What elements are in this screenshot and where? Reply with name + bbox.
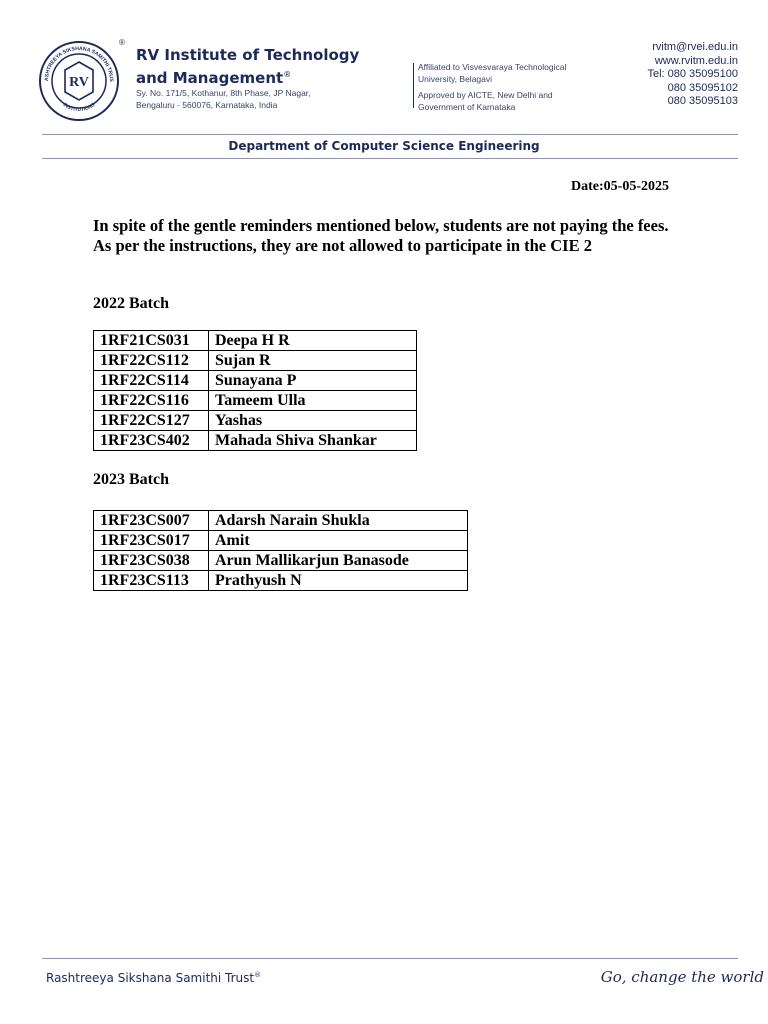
table-row [94,511,468,531]
approval-line1: Approved by AICTE, New Delhi and [418,90,553,100]
usn-cell: 1RF22CS127 [94,411,209,431]
table-row [94,371,417,391]
institute-address [136,88,311,111]
table-row [94,431,417,451]
contact-email[interactable]: rvitm@rvei.edu.in [652,41,738,53]
table-row [94,411,417,431]
notice-date: Date:05-05-2025 [571,179,669,194]
student-name-cell: Sunayana P [209,371,417,391]
contact-phone2: 080 35095102 [667,81,738,94]
header-rule-bottom [42,158,738,159]
student-name-cell: Arun Mallikarjun Banasode [209,551,468,571]
table-row [94,551,468,571]
usn-cell: 1RF22CS114 [94,371,209,391]
address-line2: Bengaluru - 560076, Karnataka, India [136,99,278,110]
footer-tagline: Go, change the world [600,968,764,986]
table-row [94,351,417,371]
student-name-cell: Tameem Ulla [209,391,417,411]
approval-line2: Government of Karnataka [418,101,516,112]
table-row [94,531,468,551]
student-name-cell: Prathyush N [209,571,468,591]
institute-name [136,46,359,88]
student-name-cell: Adarsh Narain Shukla [209,511,468,531]
affiliation-line2: University, Belagavi [418,73,493,84]
student-name-cell: Yashas [209,411,417,431]
contact-block [647,41,738,109]
student-name-cell: Sujan R [209,351,417,371]
svg-text:RV: RV [69,75,89,90]
usn-cell: 1RF22CS116 [94,391,209,411]
contact-website[interactable]: www.rvitm.edu.in [654,54,738,67]
batch-title-2023: 2023 Batch [93,471,169,488]
batch-table-2022 [93,330,417,451]
affiliation-line1: Affiliated to Visvesvaraya Technological [418,62,567,72]
header-divider [413,63,414,108]
institute-name-line1: RV Institute of Technology [136,46,360,64]
usn-cell: 1RF23CS007 [94,511,209,531]
table-row [94,331,417,351]
institute-name-line2: and Management® [136,69,292,87]
table-row [94,391,417,411]
student-name-cell: Amit [209,531,468,551]
footer-rule [42,958,738,959]
svg-text:INSTITUTIONS: INSTITUTIONS [61,101,97,114]
usn-cell: 1RF23CS402 [94,431,209,451]
svg-text:RASHTREEYA SIKSHANA SAMITHI TR: ASHTREEYA SIKSHANA SAMITHI TRUS [43,45,115,82]
usn-cell: 1RF23CS038 [94,551,209,571]
usn-cell: 1RF21CS031 [94,331,209,351]
batch-table-2023 [93,510,468,591]
contact-phone3: 080 35095103 [667,95,738,107]
footer-organization: Rashtreeya Sikshana Samithi Trust® [46,971,262,985]
notice-intro: In spite of the gentle reminders mentioned below, students are not paying the fees. As per the instructions, they are not allowed to participate in the CIE 2 [93,216,669,255]
address-line1: Sy. No. 171/5, Kothanur, 8th Phase, JP Nagar, [136,88,311,98]
usn-cell: 1RF22CS112 [94,351,209,371]
student-name-cell: Deepa H R [209,331,417,351]
table-row [94,571,468,591]
usn-cell: 1RF23CS017 [94,531,209,551]
department-title: Department of Computer Science Engineering [228,139,540,153]
registered-mark: ® [119,38,125,47]
affiliation-block [418,62,566,113]
batch-title-2022: 2022 Batch [93,295,169,312]
student-name-cell: Mahada Shiva Shankar [209,431,417,451]
rv-institutions-logo [38,40,120,122]
header-rule-top [42,134,738,135]
usn-cell: 1RF23CS113 [94,571,209,591]
contact-phone1: Tel: 080 35095100 [647,68,738,80]
